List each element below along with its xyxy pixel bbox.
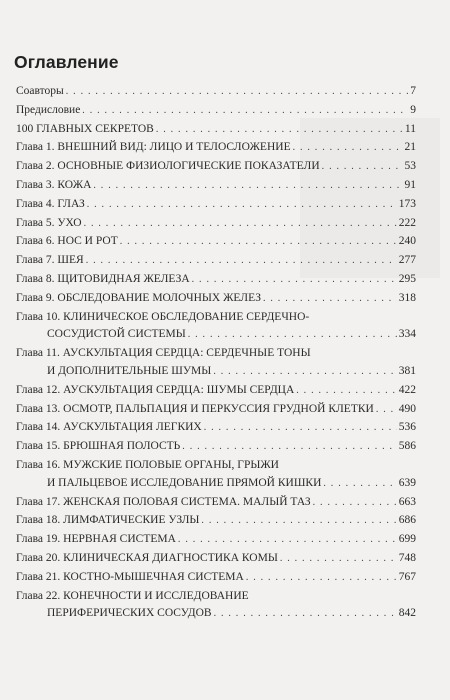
- dot-leader: [178, 532, 397, 547]
- toc-entry: [16, 495, 416, 510]
- toc-entry: [16, 570, 416, 585]
- dot-leader: [84, 216, 397, 231]
- toc-entry: [16, 216, 416, 231]
- table-of-contents: [16, 84, 416, 625]
- toc-entry: [16, 513, 416, 528]
- toc-page-number: 318: [398, 291, 416, 304]
- toc-entry-label: Глава 9. ОБСЛЕДОВАНИЕ МОЛОЧНЫХ ЖЕЛЕЗ: [16, 291, 261, 304]
- toc-entry: [16, 291, 416, 306]
- page-title: Оглавление: [14, 52, 119, 72]
- toc-page-number: 277: [398, 254, 416, 267]
- toc-page-number: 767: [398, 570, 416, 583]
- toc-entry-label: Глава 14. АУСКУЛЬТАЦИЯ ЛЕГКИХ: [16, 421, 202, 434]
- toc-entry-label: Глава 22. КОНЕЧНОСТИ И ИССЛЕДОВАНИЕ: [16, 589, 249, 602]
- toc-entry-label: Глава 4. ГЛАЗ: [16, 197, 85, 210]
- toc-entry-label: Соавторы: [16, 85, 64, 97]
- toc-entry: [16, 310, 416, 343]
- dot-leader: [246, 570, 397, 585]
- toc-entry-label-continuation: ПЕРИФЕРИЧЕСКИХ СОСУДОВ: [47, 607, 212, 620]
- toc-entry-label: Глава 17. ЖЕНСКАЯ ПОЛОВАЯ СИСТЕМА. МАЛЫЙ ТАЗ: [16, 495, 311, 508]
- toc-entry: [16, 122, 416, 137]
- toc-entry-label: Глава 6. НОС И РОТ: [16, 235, 118, 248]
- toc-entry: [16, 103, 416, 118]
- toc-page-number: 422: [398, 383, 416, 396]
- toc-entry-label: Глава 11. АУСКУЛЬТАЦИЯ СЕРДЦА: СЕРДЕЧНЫЕ ТОНЫ: [16, 347, 311, 360]
- dot-leader: [213, 364, 396, 379]
- toc-page-number: 381: [398, 364, 416, 377]
- toc-page-number: 173: [398, 197, 416, 210]
- toc-page-number: 639: [398, 476, 416, 489]
- dot-leader: [313, 495, 397, 510]
- toc-entry: [16, 178, 416, 193]
- toc-entry-label: Глава 16. МУЖСКИЕ ПОЛОВЫЕ ОРГАНЫ, ГРЫЖИ: [16, 458, 279, 471]
- toc-entry: [16, 402, 416, 417]
- toc-entry-label: Глава 10. КЛИНИЧЕСКОЕ ОБСЛЕДОВАНИЕ СЕРДЕЧНО-: [16, 310, 310, 323]
- dot-leader: [214, 606, 397, 621]
- toc-entry: [16, 253, 416, 268]
- dot-leader: [120, 234, 397, 249]
- dot-leader: [263, 291, 397, 306]
- toc-entry: [16, 458, 416, 491]
- toc-entry-label-continuation: И ПАЛЬЦЕВОЕ ИССЛЕДОВАНИЕ ПРЯМОЙ КИШКИ: [47, 476, 322, 489]
- dot-leader: [192, 272, 397, 287]
- toc-entry-label: 100 ГЛАВНЫХ СЕКРЕТОВ: [16, 122, 154, 135]
- dot-leader: [66, 84, 408, 99]
- toc-entry-label: Глава 7. ШЕЯ: [16, 254, 84, 267]
- dot-leader: [87, 197, 397, 212]
- toc-entry: [16, 346, 416, 379]
- dot-leader: [293, 140, 403, 155]
- toc-entry: [16, 551, 416, 566]
- toc-entry-label: Глава 18. ЛИМФАТИЧЕСКИЕ УЗЛЫ: [16, 514, 200, 527]
- toc-page-number: 699: [398, 533, 416, 546]
- toc-page-number: 686: [398, 514, 416, 527]
- dot-leader: [296, 383, 396, 398]
- dot-leader: [201, 513, 396, 528]
- toc-page-number: 7: [410, 85, 416, 97]
- dot-leader: [204, 420, 397, 435]
- toc-page-number: 53: [404, 160, 416, 173]
- dot-leader: [156, 122, 403, 137]
- toc-entry-label: Предисловие: [16, 103, 81, 116]
- toc-entry-label-continuation: СОСУДИСТОЙ СИСТЕМЫ: [47, 328, 186, 341]
- toc-entry-label: Глава 8. ЩИТОВИДНАЯ ЖЕЛЕЗА: [16, 272, 190, 285]
- toc-entry: [16, 383, 416, 398]
- dot-leader: [323, 476, 396, 491]
- toc-entry-label: Глава 13. ОСМОТР, ПАЛЬПАЦИЯ И ПЕРКУССИЯ ГРУДНОЙ КЛЕТКИ: [16, 402, 374, 415]
- toc-page-number: 842: [398, 607, 416, 620]
- toc-entry-label: Глава 3. КОЖА: [16, 178, 92, 191]
- toc-page-number: 9: [410, 103, 416, 116]
- toc-entry: [16, 84, 416, 99]
- dot-leader: [322, 159, 403, 174]
- toc-entry: [16, 159, 416, 174]
- dot-leader: [82, 103, 408, 118]
- toc-page-number: 536: [398, 421, 416, 434]
- toc-page-number: 21: [404, 141, 416, 154]
- toc-entry: [16, 140, 416, 155]
- toc-page-number: 295: [398, 272, 416, 285]
- toc-entry: [16, 532, 416, 547]
- toc-page-number: 586: [398, 440, 416, 453]
- toc-page-number: 91: [404, 178, 416, 191]
- dot-leader: [86, 253, 397, 268]
- toc-entry-label: Глава 21. КОСТНО-МЫШЕЧНАЯ СИСТЕМА: [16, 570, 244, 583]
- toc-page-number: 334: [398, 328, 416, 341]
- dot-leader: [188, 327, 397, 342]
- toc-entry-label: Глава 19. НЕРВНАЯ СИСТЕМА: [16, 533, 176, 546]
- toc-page-number: 490: [398, 402, 416, 415]
- toc-entry: [16, 234, 416, 249]
- toc-entry: [16, 589, 416, 622]
- toc-page-number: 222: [398, 216, 416, 229]
- dot-leader: [182, 439, 396, 454]
- dot-leader: [280, 551, 397, 566]
- toc-page-number: 663: [398, 495, 416, 508]
- toc-entry-label: Глава 12. АУСКУЛЬТАЦИЯ СЕРДЦА: ШУМЫ СЕРДЦА: [16, 383, 295, 396]
- toc-entry-label-continuation: И ДОПОЛНИТЕЛЬНЫЕ ШУМЫ: [47, 364, 212, 377]
- toc-page-number: 748: [398, 551, 416, 564]
- toc-entry: [16, 272, 416, 287]
- toc-entry-label: Глава 5. УХО: [16, 216, 82, 229]
- toc-page-number: 240: [398, 235, 416, 248]
- toc-entry-label: Глава 2. ОСНОВНЫЕ ФИЗИОЛОГИЧЕСКИЕ ПОКАЗАТЕЛИ: [16, 160, 320, 173]
- dot-leader: [93, 178, 402, 193]
- toc-entry-label: Глава 15. БРЮШНАЯ ПОЛОСТЬ: [16, 440, 181, 453]
- toc-entry-label: Глава 20. КЛИНИЧЕСКАЯ ДИАГНОСТИКА КОМЫ: [16, 551, 278, 564]
- toc-entry: [16, 439, 416, 454]
- toc-entry: [16, 420, 416, 435]
- toc-page-number: 11: [404, 122, 416, 135]
- dot-leader: [376, 402, 397, 417]
- toc-entry-label: Глава 1. ВНЕШНИЙ ВИД: ЛИЦО И ТЕЛОСЛОЖЕНИЕ: [16, 141, 291, 154]
- toc-entry: [16, 197, 416, 212]
